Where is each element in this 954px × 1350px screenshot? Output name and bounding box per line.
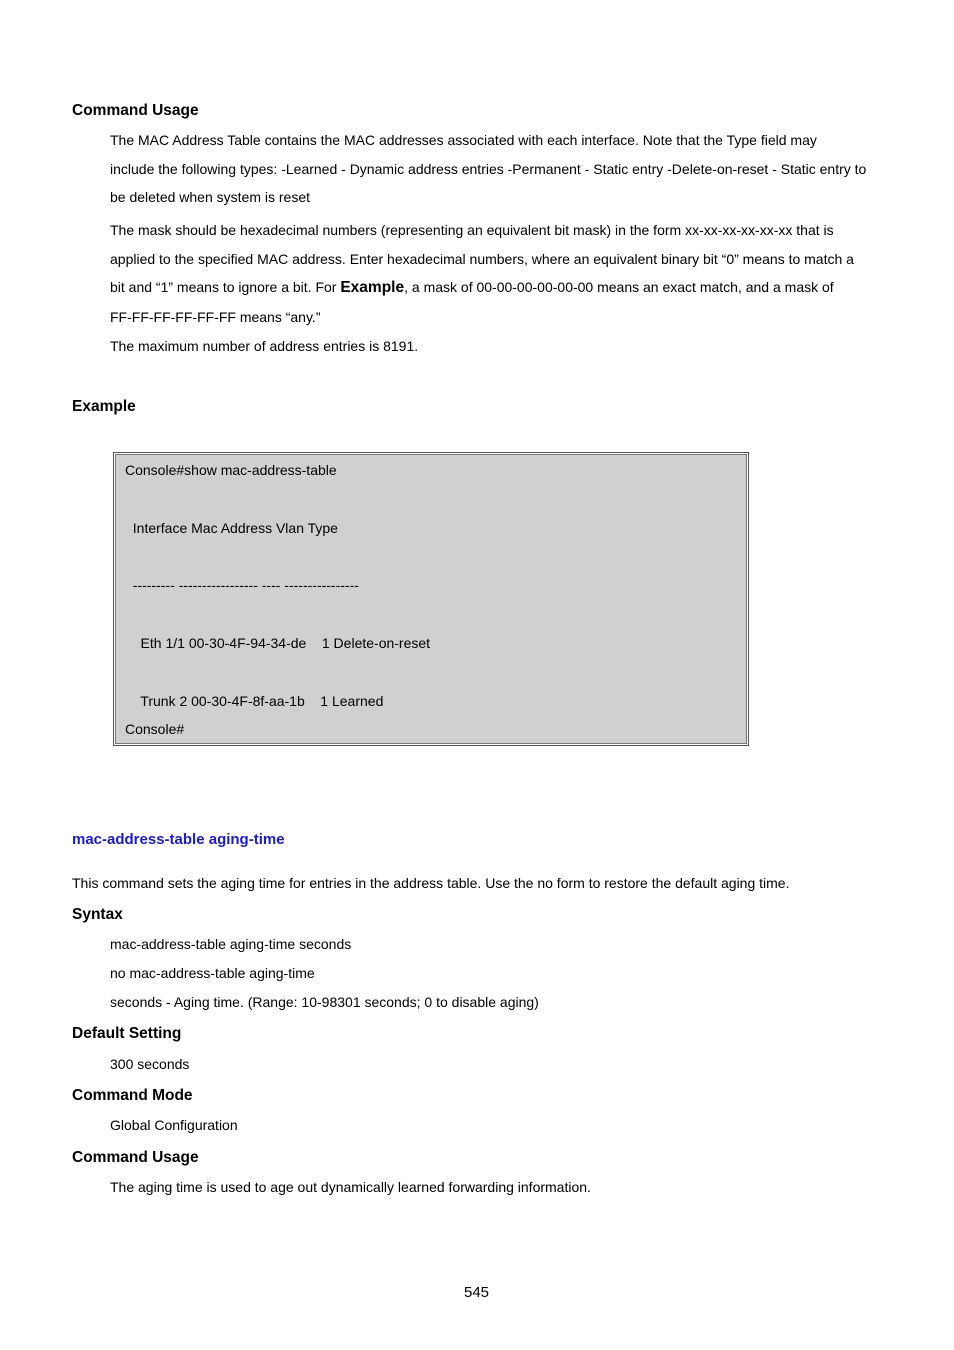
command-mode-heading: Command Mode [72, 1087, 193, 1104]
mask-paragraph-line [110, 279, 834, 297]
mask-text: bit and “1” means to ignore a bit. For [110, 279, 341, 295]
default-setting-value: 300 seconds [110, 1056, 190, 1072]
syntax-heading: Syntax [72, 906, 123, 923]
syntax-line: seconds - Aging time. (Range: 10-98301 seconds; 0 to disable aging) [110, 994, 539, 1010]
command-description: This command sets the aging time for entries in the address table. Use the no form to restore the default aging time. [72, 875, 790, 891]
console-line: Console# [125, 721, 185, 737]
command-title-link[interactable]: mac-address-table aging-time [72, 831, 285, 848]
default-setting-heading: Default Setting [72, 1025, 182, 1042]
command-mode-value: Global Configuration [110, 1117, 238, 1133]
command-usage-heading: Command Usage [72, 102, 199, 119]
mask-paragraph-line: FF-FF-FF-FF-FF-FF means “any.” [110, 309, 321, 325]
usage-paragraph-line: The MAC Address Table contains the MAC addresses associated with each interface. Note that the Type field may [110, 132, 817, 148]
console-output-box [113, 452, 749, 746]
command-usage-text: The aging time is used to age out dynamically learned forwarding information. [110, 1179, 591, 1195]
example-emphasis: Example [340, 279, 405, 296]
example-heading: Example [72, 398, 136, 415]
command-usage-heading: Command Usage [72, 1149, 199, 1166]
console-line: Eth 1/1 00-30-4F-94-34-de 1 Delete-on-reset [125, 635, 431, 651]
usage-paragraph-line: include the following types: -Learned - Dynamic address entries -Permanent - Static entry -Delete-on-reset - Static entry to [110, 161, 867, 177]
console-line: Trunk 2 00-30-4F-8f-aa-1b 1 Learned [125, 693, 384, 709]
console-line: Interface Mac Address Vlan Type [125, 520, 338, 536]
mask-paragraph-line: The mask should be hexadecimal numbers (representing an equivalent bit mask) in the form xx-xx-xx-xx-xx-xx that is [110, 222, 834, 238]
usage-paragraph-line: be deleted when system is reset [110, 189, 310, 205]
console-line: Console#show mac-address-table [125, 462, 337, 478]
mask-text: , a mask of 00-00-00-00-00-00 means an exact match, and a mask of [404, 279, 834, 295]
syntax-line: no mac-address-table aging-time [110, 965, 315, 981]
syntax-line: mac-address-table aging-time seconds [110, 936, 352, 952]
mask-paragraph-line: applied to the specified MAC address. Enter hexadecimal numbers, where an equivalent binary bit “0” means to match a [110, 251, 854, 267]
console-line: --------- ----------------- ---- ---------------- [125, 577, 359, 593]
page-number: 545 [464, 1284, 490, 1301]
max-entries-text: The maximum number of address entries is 8191. [110, 338, 419, 354]
